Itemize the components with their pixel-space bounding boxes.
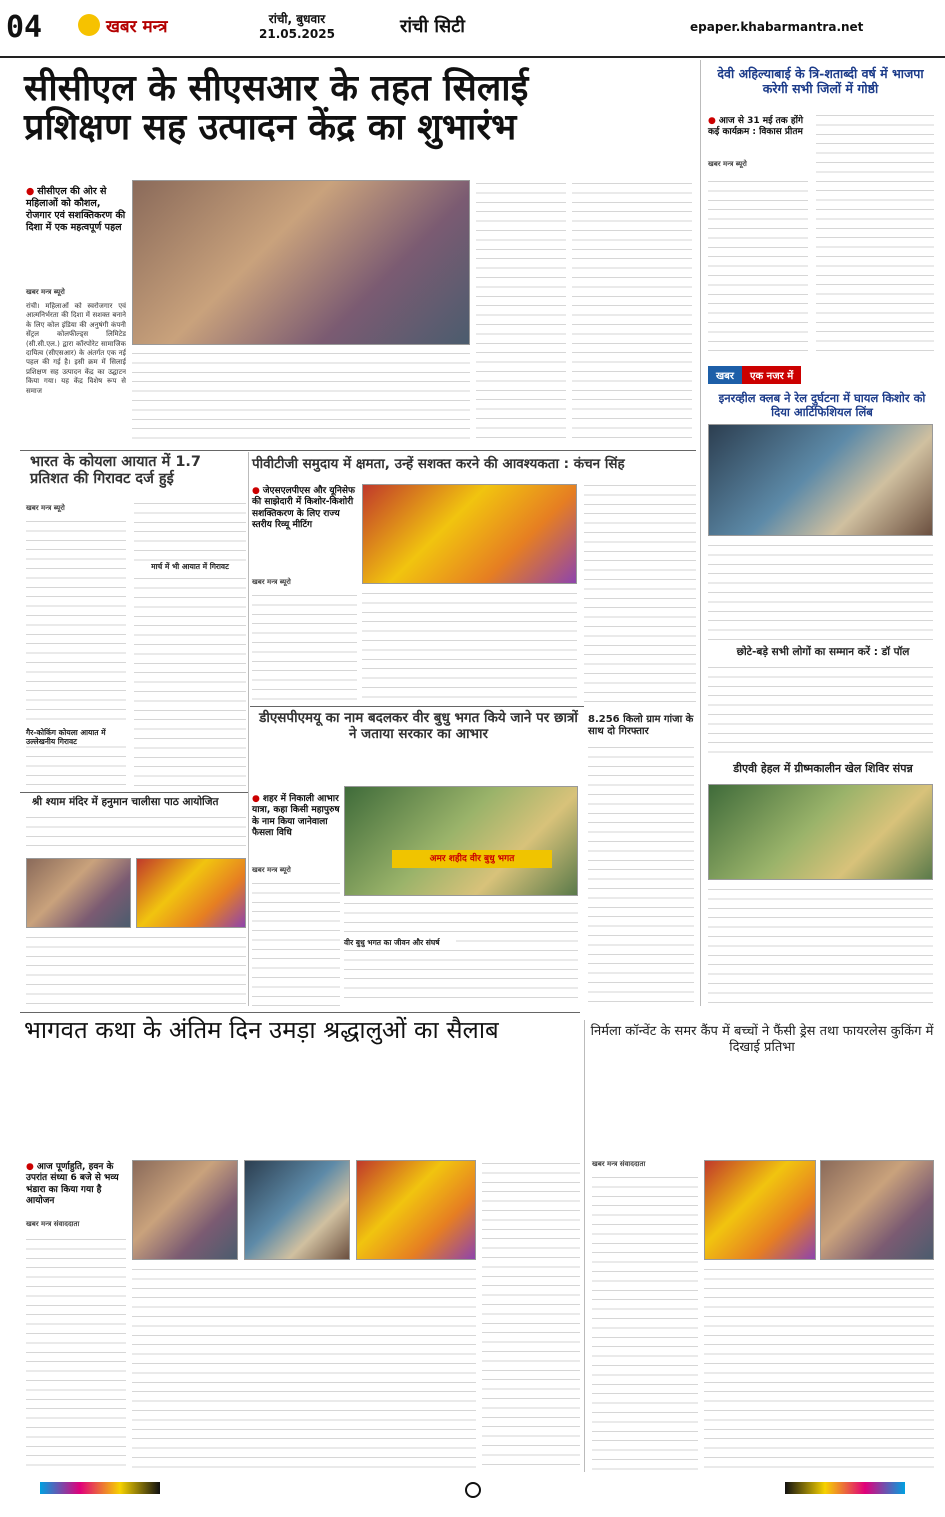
brand-logo-icon [78, 14, 100, 36]
lead-intro: रांची। महिलाओं को स्वरोजगार एवं आत्मनिर्भरता की दिशा में सशक्त बनाने के लिए कोल इंडिया की अनुषंगी कंपनी सेंट्रल कोलफील्ड्स लिमिटेड (सी.सी.एल.) द्वारा कॉरपोरेट सामाजिक दायित्व (सीएसआर) के अंतर्गत एक नई पहल की गई है। इसी क्रम में सिलाई प्रशिक्षण सह उत्पादन केंद्र का उद्घाटन किया गया। यह केंद्र विशेष रूप से समाज [26, 302, 126, 395]
ganja-headline: 8.256 किलो ग्राम गांजा के साथ दो गिरफ्तार [588, 714, 694, 737]
city-day: रांची, बुधवार [268, 12, 326, 26]
dsp-subhead: वीर बुधु भगत का जीवन और संघर्ष [344, 938, 456, 947]
dateline [252, 12, 342, 42]
pvtg-headline: पीवीटीजी समुदाय में क्षमता, उन्हें सशक्त करने की आवश्यकता : कंचन सिंह [252, 456, 625, 472]
club-tag-khabar: खबर [708, 366, 742, 384]
lead-headline [24, 70, 684, 148]
lead-byline: खबर मन्त्र ब्यूरो [26, 288, 65, 296]
gothi-byline: खबर मन्त्र ब्यूरो [708, 160, 747, 168]
lead-column-text [572, 180, 692, 445]
nirmala-photo [820, 1160, 934, 1260]
column-rule [248, 452, 249, 1006]
date: 21.05.2025 [259, 27, 335, 41]
ganja-text [588, 744, 694, 1006]
brand-name: खबर मन्त्र [106, 17, 168, 37]
bhagwat-byline: खबर मन्त्र संवाददाता [26, 1220, 80, 1228]
dsp-text [252, 880, 340, 1006]
lead-headline-line-2: प्रशिक्षण सह उत्पादन केंद्र का शुभारंभ [24, 106, 517, 148]
bhagwat-text [482, 1160, 580, 1472]
dsp-photo [344, 786, 578, 896]
bhagwat-text [26, 1236, 126, 1472]
dsp-kicker: ● शहर में निकाली आभार यात्रा, कहा किसी महापुरुष के नाम किया जानेवाला फैसला विधि [252, 794, 340, 839]
pvtg-kicker: ● जेएसएलपीएस और यूनिसेफ की साझेदारी में किशोर-किशोरी सशक्तिकरण के लिए राज्य स्तरीय रिव्यू मीटिंग [252, 486, 357, 531]
lead-subhead: ● सीसीएल की ओर से महिलाओं को कौशल, रोजगार एवं सशक्तिकरण की दिशा में एक महत्वपूर्ण पहल [26, 186, 126, 234]
chalisa-headline: श्री श्याम मंदिर में हनुमान चालीसा पाठ आयोजित [32, 796, 219, 808]
dav-headline: डीएवी हेहल में ग्रीष्मकालीन खेल शिविर संपन्न [733, 762, 913, 775]
bhagwat-kicker: ● आज पूर्णाहुति, हवन के उपरांत संध्या 6 बजे से भव्य भंडारा का किया गया है आयोजन [26, 1162, 126, 1207]
section-title: रांची सिटी [400, 16, 465, 37]
divider [250, 706, 584, 707]
bhagwat-headline: भागवत कथा के अंतिम दिन उमड़ा श्रद्धालुओं का सैलाब [24, 1016, 499, 1044]
dav-photo [708, 784, 933, 880]
nirmala-text [592, 1174, 698, 1472]
lead-photo [132, 180, 470, 345]
color-bar [40, 1482, 160, 1494]
gothi-kicker: ● आज से 31 मई तक होंगे कई कार्यक्रम : विकास प्रीतम [708, 116, 808, 139]
pvtg-text [362, 590, 577, 702]
dsp-headline: डीएसपीएमयू का नाम बदलकर वीर बुधु भगत किये जाने पर छात्रों ने जताया सरकार का आभार [259, 710, 578, 743]
nirmala-headline: निर्मला कॉन्वेंट के समर कैंप में बच्चों ने फैंसी ड्रेस तथा फायरलेस कुकिंग में दिखाई प्रतिभा [590, 1024, 934, 1055]
bhagwat-photo [132, 1160, 238, 1260]
dsp-banner: अमर शहीद वीर बुधु भगत [392, 850, 552, 868]
coal-subhead-2: गैर-कोकिंग कोयला आयात में उल्लेखनीय गिरावट [26, 728, 126, 746]
pvtg-photo [362, 484, 577, 584]
divider [20, 1012, 580, 1013]
honour-headline: छोटे-बड़े सभी लोगों का सम्मान करें : डॉ पॉल [736, 646, 910, 658]
chalisa-photo [136, 858, 246, 928]
pvtg-text [252, 592, 357, 702]
lead-column-text [132, 350, 470, 445]
club-tags [708, 366, 801, 384]
dsp-byline: खबर मन्त्र ब्यूरो [252, 866, 291, 874]
nirmala-text [704, 1266, 934, 1472]
color-bar [785, 1482, 905, 1494]
page-number: 04 [6, 10, 43, 45]
bhagwat-photo [244, 1160, 350, 1260]
chalisa-text [26, 934, 246, 1006]
pvtg-byline: खबर मन्त्र ब्यूरो [252, 578, 291, 586]
coal-text [26, 518, 126, 790]
bhagwat-photo [356, 1160, 476, 1260]
pvtg-text [584, 482, 696, 704]
dav-text [708, 886, 933, 1004]
dsp-text [344, 900, 578, 1006]
column-rule [700, 60, 701, 1006]
divider [20, 450, 696, 451]
divider [20, 792, 248, 793]
club-photo [708, 424, 933, 536]
registration-mark-icon [465, 1482, 481, 1498]
gothi-text [816, 112, 934, 356]
honour-text [708, 664, 933, 756]
coal-subhead-1: मार्च में भी आयात में गिरावट [134, 562, 246, 571]
coal-byline: खबर मन्त्र ब्यूरो [26, 504, 65, 512]
coal-text [134, 500, 246, 790]
registration-strip [0, 1482, 945, 1500]
gothi-text [708, 178, 808, 356]
chalisa-photo [26, 858, 131, 928]
nirmala-byline: खबर मन्त्र संवाददाता [592, 1160, 646, 1168]
club-headline: इनरव्हील क्लब ने रेल दुर्घटना में घायल किशोर को दिया आर्टिफिशियल लिंब [718, 391, 926, 419]
chalisa-text [26, 814, 246, 854]
coal-headline: भारत के कोयला आयात में 1.7 प्रतिशत की गिरावट दर्ज हुई [30, 454, 202, 488]
nirmala-photo [704, 1160, 816, 1260]
lead-headline-line-1: सीसीएल के सीएसआर के तहत सिलाई [24, 68, 529, 109]
epaper-link[interactable]: epaper.khabarmantra.net [690, 20, 864, 34]
lead-column-text [476, 180, 566, 445]
bhagwat-text [132, 1266, 476, 1472]
column-rule [584, 1020, 585, 1472]
club-tag-ek-najar: एक नजर में [742, 366, 801, 384]
club-text [708, 542, 933, 640]
gothi-headline: देवी अहिल्याबाई के त्रि-शताब्दी वर्ष में भाजपा करेगी सभी जिलों में गोष्ठी [717, 66, 924, 96]
